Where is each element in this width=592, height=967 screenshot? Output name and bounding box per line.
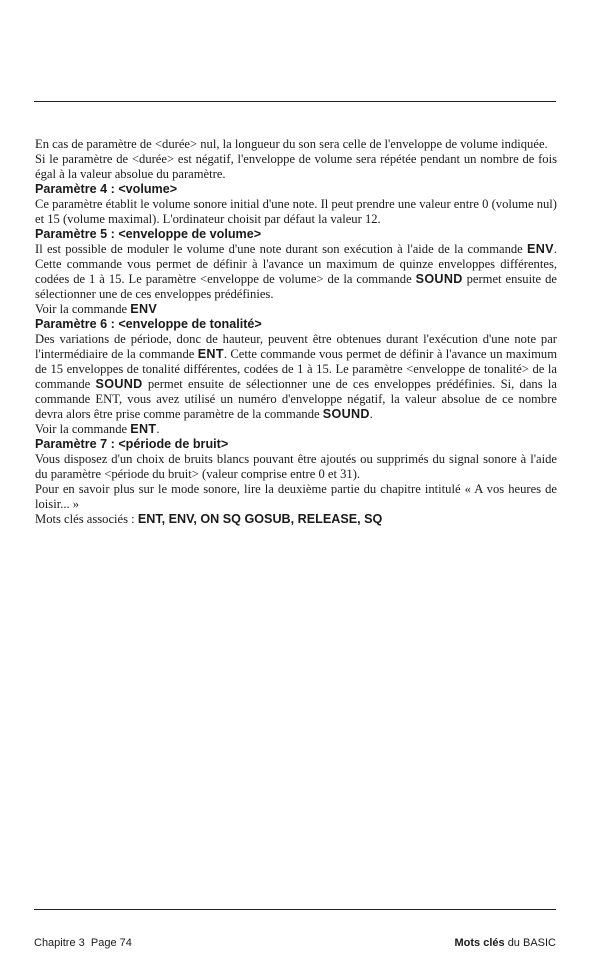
bottom-rule <box>34 909 556 910</box>
text-segment: . Cette commande vous permet de définir à l'avance un maximum de 15 enveloppes de tonalité différentes, codées de 1 à 15. Le paramètre <enveloppe de tonalité> de la commande <box>35 347 557 391</box>
keyword-sound: SOUND <box>95 377 143 391</box>
paragraph-closing: Pour en savoir plus sur le mode sonore, lire la deuxième partie du chapitre intitulé « A vos heures de loisir... » <box>35 482 557 511</box>
footer-section-title <box>454 937 556 949</box>
heading-param-7-name: <période de bruit> <box>118 437 229 451</box>
keyword-env: ENV <box>527 242 554 256</box>
paragraph-noise-period: Vous disposez d'un choix de bruits blancs pouvant être ajoutés ou supprimés du signal sonore à l'aide du paramètre <période du bruit> (valeur comprise entre 0 et 31). <box>35 452 557 481</box>
text-segment: . <box>156 422 160 436</box>
associated-keywords <box>35 512 557 527</box>
heading-param-7 <box>35 437 557 452</box>
see-also-env <box>35 302 557 317</box>
heading-param-4 <box>35 182 557 197</box>
keyword-sound: SOUND <box>415 272 463 286</box>
text-segment: permet ensuite de sélectionner une de ces enveloppes prédéfinies. <box>35 272 557 301</box>
heading-param-6-name: <enveloppe de tonalité> <box>118 317 262 331</box>
heading-param-6 <box>35 317 557 332</box>
top-rule <box>34 101 556 102</box>
associated-keywords-label: Mots clés associés : <box>35 512 135 526</box>
heading-param-5-name: <enveloppe de volume> <box>118 227 262 241</box>
see-also-ent <box>35 422 557 437</box>
text-segment: . <box>369 407 373 421</box>
heading-param-6-label: Paramètre 6 : <box>35 317 115 331</box>
heading-param-5 <box>35 227 557 242</box>
footer-title-bold: Mots clés <box>454 937 505 949</box>
footer-chapter-page <box>34 937 132 949</box>
text-segment: Il est possible de moduler le volume d'une note durant son exécution à l'aide de la commande <box>35 242 523 256</box>
keyword-env: ENV <box>130 302 158 316</box>
paragraph-duration-negative: Si le paramètre de <durée> est négatif, l'enveloppe de volume sera répétée pendant un nombre de fois égal à la valeur absolue du paramètre. <box>35 152 557 181</box>
paragraph-volume-envelope <box>35 242 557 302</box>
see-also-text: Voir la commande <box>35 422 128 436</box>
footer-chapter: Chapitre 3 <box>34 937 85 949</box>
keyword-sound: SOUND <box>322 407 370 421</box>
page-body <box>35 137 557 527</box>
associated-keywords-list: ENT, ENV, ON SQ GOSUB, RELEASE, SQ <box>137 512 383 526</box>
footer-page: Page 74 <box>90 937 132 949</box>
paragraph-volume: Ce paramètre établit le volume sonore initial d'une note. Il peut prendre une valeur entre 0 (volume nul) et 15 (volume maximal). L'ordinateur choisit par défaut la valeur 12. <box>35 197 557 226</box>
text-segment: Des variations de période, donc de hauteur, peuvent être obtenues durant l'exécution d'une note par l'intermédiaire de la commande <box>35 332 557 361</box>
heading-param-5-label: Paramètre 5 : <box>35 227 115 241</box>
paragraph-tone-envelope <box>35 332 557 422</box>
footer-title-rest: du BASIC <box>507 937 556 949</box>
text-segment: permet ensuite de sélectionner une de ces enveloppes prédéfinies. Si, dans la commande ENT, vous avez utilisé un numéro d'enveloppe négatif, la valeur absolue de ce nombre devra alors être prise comme paramètre de la commande <box>35 377 557 421</box>
see-also-text: Voir la commande <box>35 302 128 316</box>
keyword-ent: ENT <box>197 347 224 361</box>
paragraph-duration-zero: En cas de paramètre de <durée> nul, la longueur du son sera celle de l'enveloppe de volume indiquée. <box>35 137 548 151</box>
text-segment: . Cette commande vous permet de définir à l'avance un maximum de quinze enveloppes différentes, codées de 1 à 15. Le paramètre <enveloppe de volume> de la commande <box>35 242 557 286</box>
heading-param-4-name: <volume> <box>118 182 178 196</box>
heading-param-7-label: Paramètre 7 : <box>35 437 115 451</box>
keyword-ent: ENT <box>130 422 157 436</box>
heading-param-4-label: Paramètre 4 : <box>35 182 115 196</box>
